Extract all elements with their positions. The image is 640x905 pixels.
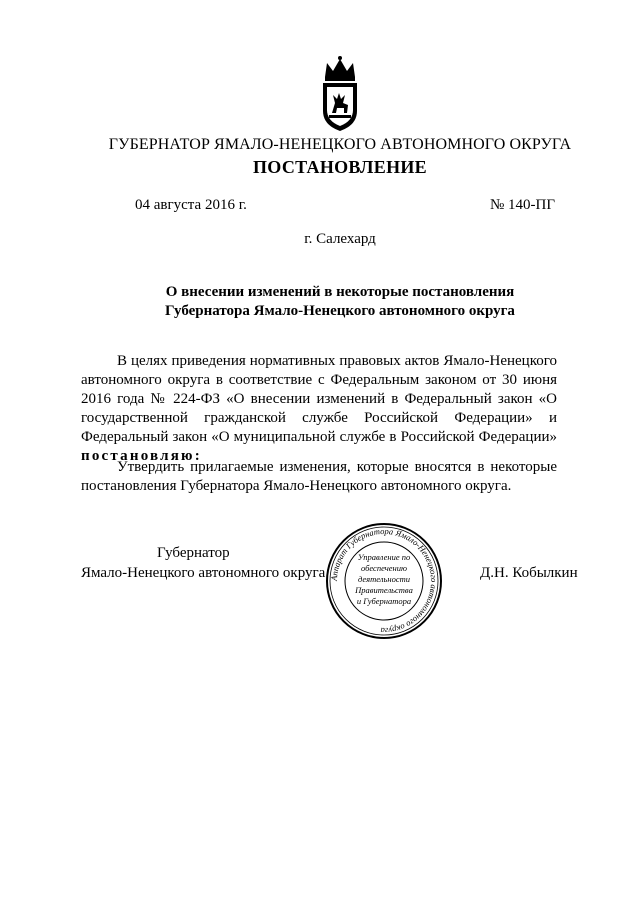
resolution-keyword: постановляю: bbox=[81, 448, 202, 464]
issuing-authority: ГУБЕРНАТОР ЯМАЛО-НЕНЕЦКОГО АВТОНОМНОГО ОКРУГА bbox=[108, 136, 572, 153]
document-number: № 140-ПГ bbox=[490, 197, 556, 213]
seal-center-line: деятельности bbox=[357, 574, 411, 584]
seal-center-line: Управление по bbox=[357, 552, 411, 562]
document-subject bbox=[90, 283, 590, 321]
official-seal bbox=[325, 522, 443, 640]
signatory-name: Д.Н. Кобылкин bbox=[480, 565, 578, 581]
subject-line-1: О внесении изменений в некоторые постановления bbox=[165, 284, 515, 300]
signatory-title: Губернатор bbox=[157, 545, 230, 561]
subject-line-2: Губернатора Ямало-Ненецкого автономного округа bbox=[165, 303, 515, 319]
preamble-paragraph bbox=[81, 352, 557, 466]
coat-of-arms-icon bbox=[315, 55, 365, 135]
seal-ring-text: Аппарат Губернатора Ямало-Ненецкого автономного округа bbox=[328, 525, 440, 637]
document-type-title: ПОСТАНОВЛЕНИЕ bbox=[253, 157, 427, 177]
document-date: 04 августа 2016 г. bbox=[135, 197, 247, 213]
resolution-paragraph: Утвердить прилагаемые изменения, которые вносятся в некоторые постановления Губернатора Ямало-Ненецкого автономного округа. bbox=[81, 459, 557, 494]
document-city: г. Салехард bbox=[304, 231, 376, 247]
signatory-organization: Ямало-Ненецкого автономного округа bbox=[81, 565, 326, 581]
seal-center-line: и Губернатора bbox=[356, 596, 412, 606]
preamble-text: В целях приведения нормативных правовых актов Ямало-Ненецкого автономного округа в соответствие с Федеральным законом от 30 июня 2016 года № 224-ФЗ «О внесении изменений в Федеральный закон «О государственной гражданской службе Российской Федерации» и Федеральный закон «О муниципальной службе в Российской Федерации» bbox=[81, 353, 557, 445]
seal-center-line: обеспечению bbox=[360, 563, 408, 573]
seal-center-line: Правительства bbox=[355, 585, 413, 595]
